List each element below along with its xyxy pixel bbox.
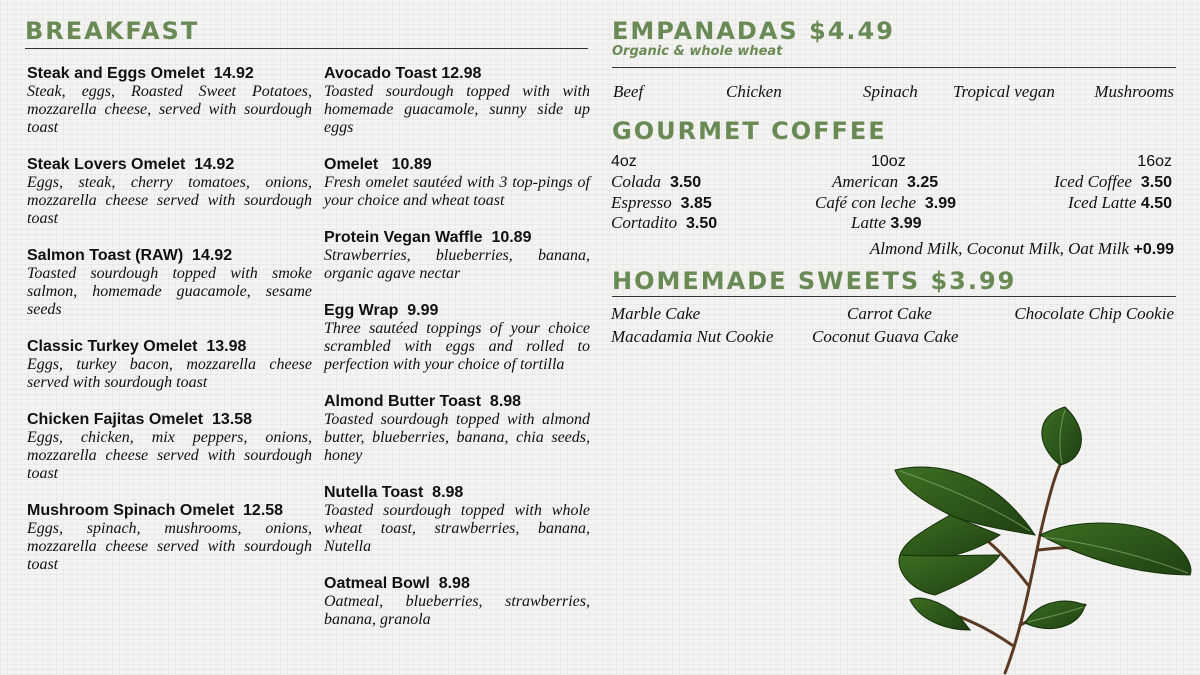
menu-item bbox=[324, 228, 590, 283]
item-name: Classic Turkey Omelet bbox=[27, 338, 198, 355]
item-price: 8.98 bbox=[489, 393, 522, 410]
item-name: Almond Butter Toast bbox=[324, 393, 482, 410]
empanada-flavor-mushrooms: Mushrooms bbox=[1094, 82, 1174, 101]
item-price: 8.98 bbox=[438, 575, 470, 592]
coffee-item: Latte 3.99 bbox=[851, 213, 922, 232]
item-name: Oatmeal Bowl bbox=[324, 575, 430, 592]
empanada-flavor-chicken: Chicken bbox=[726, 82, 782, 101]
sweet-item: Carrot Cake bbox=[847, 304, 932, 323]
item-description: Toasted sourdough topped with whole wheat toast, strawberries, banana, Nutella bbox=[324, 502, 590, 555]
menu-item bbox=[324, 301, 590, 374]
menu-item bbox=[27, 501, 312, 574]
coffee-item: Iced Latte 4.50 bbox=[1067, 193, 1172, 212]
breakfast-title: BREAKFAST bbox=[25, 17, 200, 45]
item-name: Chicken Fajitas Omelet bbox=[27, 411, 204, 428]
item-description: Strawberries, blueberries, banana, organic agave nectar bbox=[324, 247, 590, 282]
sweets-title: HOMEMADE SWEETS $3.99 bbox=[612, 267, 1017, 295]
item-description: Eggs, steak, cherry tomatoes, onions, mozzarella cheese served with sourdough toast bbox=[27, 174, 312, 227]
menu-item bbox=[324, 574, 590, 629]
item-description: Eggs, spinach, mushrooms, onions, mozzarella cheese served with sourdough toast bbox=[27, 520, 312, 573]
empanadas-subtitle: Organic & whole wheat bbox=[612, 44, 783, 59]
sweet-item: Coconut Guava Cake bbox=[812, 327, 959, 346]
menu-item bbox=[27, 337, 312, 392]
menu-item bbox=[324, 483, 590, 556]
empanada-flavor-spinach: Spinach bbox=[863, 82, 918, 101]
empanada-flavor-beef: Beef bbox=[613, 82, 644, 101]
item-price: 12.98 bbox=[441, 65, 482, 82]
item-name: Steak Lovers Omelet bbox=[27, 156, 186, 173]
item-name: Nutella Toast bbox=[324, 484, 424, 501]
breakfast-left-column bbox=[27, 64, 312, 592]
item-price: 9.99 bbox=[407, 302, 439, 319]
item-name: Omelet bbox=[324, 156, 379, 173]
item-price: 14.92 bbox=[192, 247, 233, 264]
coffee-item: Colada 3.50 bbox=[611, 172, 702, 191]
menu-item bbox=[324, 155, 590, 210]
item-description: Eggs, turkey bacon, mozzarella cheese served with sourdough toast bbox=[27, 356, 312, 391]
sweet-item: Marble Cake bbox=[611, 304, 701, 323]
coffee-item: Café con leche 3.99 bbox=[815, 193, 957, 212]
breakfast-divider bbox=[25, 48, 588, 49]
item-description: Toasted sourdough topped with with homemade guacamole, sunny side up eggs bbox=[324, 83, 590, 136]
item-description: Fresh omelet sautéed with 3 top-pings of your choice and wheat toast bbox=[324, 174, 590, 209]
item-price: 12.58 bbox=[243, 502, 284, 519]
empanada-flavor-tropical-vegan: Tropical vegan bbox=[953, 82, 1055, 101]
size-label-16oz: 16oz bbox=[1137, 153, 1172, 170]
menu-item bbox=[27, 155, 312, 228]
item-name: Salmon Toast (RAW) bbox=[27, 247, 184, 264]
item-description: Three sautéed toppings of your choice scrambled with eggs and rolled to perfection with your choice of tortilla bbox=[324, 320, 590, 373]
item-price: 14.92 bbox=[194, 156, 235, 173]
item-description: Eggs, chicken, mix peppers, onions, mozzarella cheese served with sourdough toast bbox=[27, 429, 312, 482]
item-price: 8.98 bbox=[432, 484, 464, 501]
sweets-divider bbox=[612, 296, 1176, 297]
menu-item bbox=[27, 64, 312, 137]
size-label-4oz: 4oz bbox=[611, 153, 637, 170]
item-price: 14.92 bbox=[213, 65, 254, 82]
sweet-item: Macadamia Nut Cookie bbox=[611, 327, 774, 346]
coffee-item: Cortadito 3.50 bbox=[611, 213, 718, 232]
size-label-10oz: 10oz bbox=[871, 153, 906, 170]
coffee-title: GOURMET COFFEE bbox=[612, 117, 887, 145]
green-leaves-icon bbox=[890, 405, 1200, 675]
item-description: Steak, eggs, Roasted Sweet Potatoes, mozzarella cheese, served with sourdough toast bbox=[27, 83, 312, 136]
coffee-item: Espresso 3.85 bbox=[611, 193, 712, 212]
item-name: Egg Wrap bbox=[324, 302, 399, 319]
item-price: 13.98 bbox=[206, 338, 247, 355]
menu-item bbox=[324, 64, 590, 137]
empanadas-divider bbox=[612, 67, 1176, 68]
item-description: Toasted sourdough topped with almond butter, blueberries, banana, chia seeds, honey bbox=[324, 411, 590, 464]
menu-item bbox=[27, 410, 312, 483]
item-name: Mushroom Spinach Omelet bbox=[27, 502, 235, 519]
menu-item bbox=[324, 392, 590, 465]
item-price: 10.89 bbox=[391, 156, 432, 173]
milk-options: Almond Milk, Coconut Milk, Oat Milk +0.99 bbox=[869, 239, 1174, 258]
item-name: Steak and Eggs Omelet bbox=[27, 65, 205, 82]
breakfast-right-column bbox=[324, 64, 590, 647]
item-price: 10.89 bbox=[491, 229, 532, 246]
coffee-item: American 3.25 bbox=[832, 172, 939, 191]
item-name: Protein Vegan Waffle bbox=[324, 229, 483, 246]
empanadas-title: EMPANADAS $4.49 bbox=[612, 17, 895, 45]
sweet-item: Chocolate Chip Cookie bbox=[1014, 304, 1174, 323]
item-price: 13.58 bbox=[211, 411, 252, 428]
menu-item bbox=[27, 246, 312, 319]
item-description: Oatmeal, blueberries, strawberries, banana, granola bbox=[324, 593, 590, 628]
coffee-item: Iced Coffee 3.50 bbox=[1054, 172, 1172, 191]
item-name: Avocado Toast bbox=[324, 65, 437, 82]
item-description: Toasted sourdough topped with smoke salmon, homemade guacamole, sesame seeds bbox=[27, 265, 312, 318]
